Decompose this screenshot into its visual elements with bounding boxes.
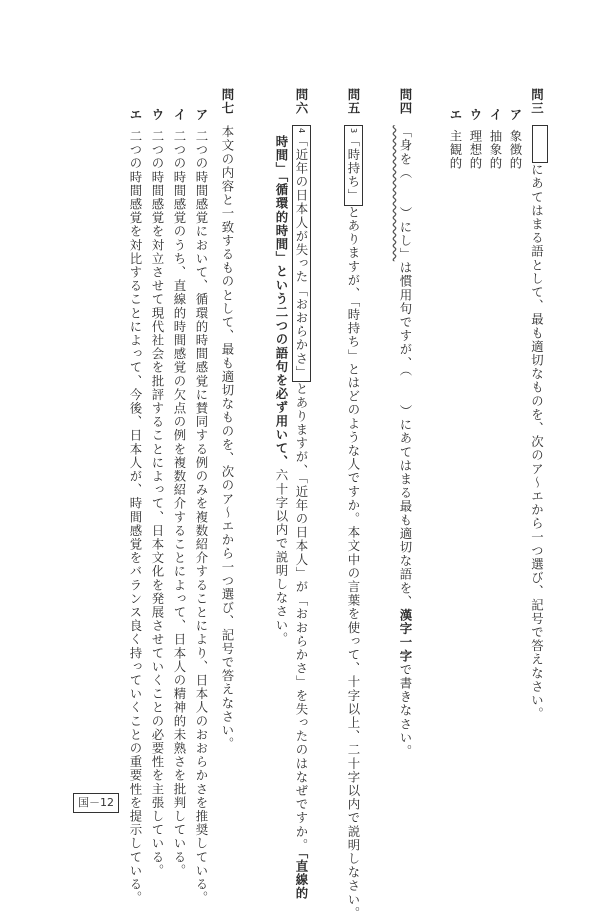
- q4-text2: で書きなさい。: [398, 663, 413, 758]
- q3-question: [530, 88, 549, 721]
- q6-text2: 六十字以内で説明しなさい。: [274, 469, 289, 646]
- q7-option-d: [128, 108, 142, 905]
- q3-option-a-mark: ア: [508, 108, 523, 122]
- q7-text: 本文の内容と一致するものとして、最も適切なものを、次のア～エから一つ選び、記号で答えなさい。: [220, 125, 235, 751]
- q3-option-c: [468, 108, 482, 170]
- q3-option-c-text: 理想的: [468, 130, 483, 171]
- q4-quote: 「身を（ ）にし」: [398, 125, 413, 261]
- q5-question: [346, 88, 360, 920]
- q6-bold2: 時間」「循環的時間」という二つの語句を必ず用いて、: [274, 135, 289, 469]
- q7-option-b: [172, 108, 186, 878]
- q6-question-cont: [274, 135, 288, 646]
- q3-option-b: [488, 108, 502, 170]
- q3-answer-blank: [532, 125, 548, 163]
- page-number-label: 国－12: [73, 793, 119, 813]
- q7-option-a: [194, 108, 208, 905]
- q7-option-a-mark: ア: [194, 108, 209, 122]
- q5-label: 問五: [346, 88, 361, 115]
- q5-text: とありますが、「時持ち」とはどのような人ですか。本文中の言葉を使って、十字以上、二十字以内で説明しなさい。: [346, 206, 361, 920]
- q5-quote: [344, 125, 363, 205]
- q6-bold1: 「直線的: [294, 852, 309, 900]
- q7-option-b-text: 二つの時間感覚のうち、直線的時間感覚の欠点の例を複数紹介することによって、日本人の精神的未熟さを批判している。: [172, 130, 187, 878]
- q3-option-b-text: 抽象的: [488, 130, 503, 171]
- q3-option-a-text: 象徴的: [508, 130, 523, 171]
- q6-sup: 4: [297, 128, 306, 134]
- q3-option-d: [448, 108, 462, 170]
- q7-option-a-text: 二つの時間感覚において、循環的時間感覚に賛同する例のみを複数紹介することにより、日本人のおおらかさを推奨している。: [194, 130, 209, 905]
- q4-label: 問四: [398, 88, 413, 115]
- q7-option-d-mark: エ: [128, 108, 143, 122]
- q3-option-d-mark: エ: [448, 108, 463, 122]
- q4-bold: 漢字一字: [398, 609, 413, 663]
- q6-quote-text: 「近年の日本人が失った「おおらかさ」: [294, 135, 309, 380]
- q6-text1: とありますが、「近年の日本人」が「おおらかさ」を失ったのはなぜですか。: [294, 382, 309, 852]
- q4-question: [398, 88, 412, 758]
- q6-quote: [292, 125, 311, 382]
- q3-option-c-mark: ウ: [468, 108, 483, 122]
- q7-option-b-mark: イ: [172, 108, 187, 122]
- q3-option-b-mark: イ: [488, 108, 503, 122]
- q3-option-d-text: 主観的: [448, 130, 463, 171]
- q7-label: 問七: [220, 88, 235, 115]
- q6-question: [294, 88, 308, 900]
- q7-option-c: [150, 108, 164, 878]
- q3-option-a: [508, 108, 522, 170]
- q7-question: [220, 88, 234, 751]
- q5-sup: 3: [349, 128, 358, 134]
- q4-text1: は慣用句ですが、（ ）にあてはまる最も適切な語を、: [398, 261, 413, 608]
- q6-label: 問六: [294, 88, 309, 115]
- q3-text: にあてはまる語として、最も適切なものを、次のア～エから一つ選び、記号で答えなさい。: [530, 163, 545, 721]
- q3-label: 問三: [530, 88, 545, 115]
- q7-option-c-text: 二つの時間感覚を対立させて現代社会を批評することによって、日本文化を発展させていくことの必要性を主張している。: [150, 130, 165, 878]
- q7-option-d-text: 二つの時間感覚を対比することによって、今後、日本人が、時間感覚をバランス良く持っていくことの重要性を提示している。: [128, 130, 143, 905]
- q5-quote-text: 「時持ち」: [346, 135, 361, 203]
- q7-option-c-mark: ウ: [150, 108, 165, 122]
